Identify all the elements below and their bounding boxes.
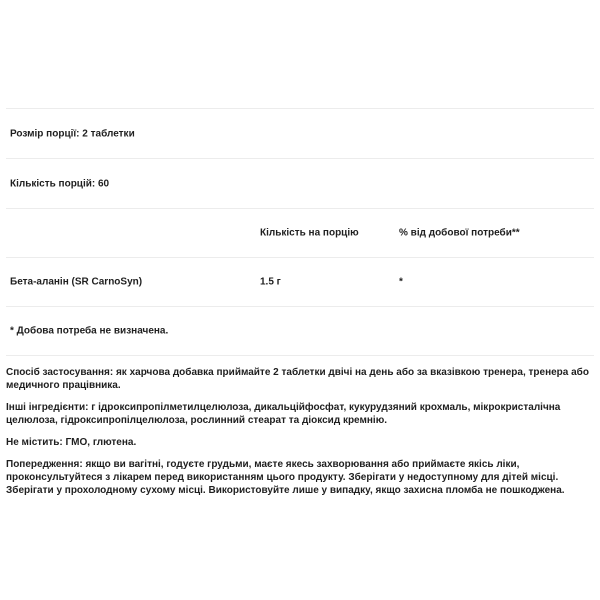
daily-value-header: % від добової потреби** [399,227,520,239]
usage-instructions: Спосіб застосування: як харчова добавка приймайте 2 таблетки двічі на день або за вказівкою тренера, тренера або медичного працівника. [6,367,589,391]
ingredient-row [6,258,594,307]
serving-size-row [6,109,594,159]
warnings: Попередження: якщо ви вагітні, годуєте грудьми, маєте якесь захворювання або приймаєте якісь ліки, проконсультуйтеся з лікарем перед використанням цього продукту. Зберігати у недоступному для дітей місці. Зберігати у прохолодному сухому місці. Використовуйте лише у випадку, якщо захисна пломба не пошкоджена. [6,459,565,496]
servings-count-row [6,159,594,209]
ingredient-daily-value: * [399,276,403,288]
product-notes [6,366,594,506]
other-ingredients: Інші інгредієнти: г ідроксипропілметилцелюлоза, дикальційфосфат, кукурудзяний крохмаль, мікрокристалічна целюлоза, гідроксипропілцелюлоза, рослинний стеарат та діоксид кремнію. [6,402,561,426]
footnote-row [6,307,594,356]
free-from: Не містить: ГМО, глютена. [6,437,137,448]
ingredient-name: Бета-аланін (SR CarnoSyn) [10,276,143,288]
supplement-facts-table [6,108,594,356]
daily-value-footnote: * Добова потреба не визначена. [10,325,169,337]
servings-count: Кількість порцій: 60 [10,178,110,189]
serving-size: Розмір порції: 2 таблетки [10,128,135,139]
facts-header-row [6,209,594,258]
ingredient-amount: 1.5 г [260,276,281,288]
amount-per-serving-header: Кількість на порцію [260,227,359,239]
